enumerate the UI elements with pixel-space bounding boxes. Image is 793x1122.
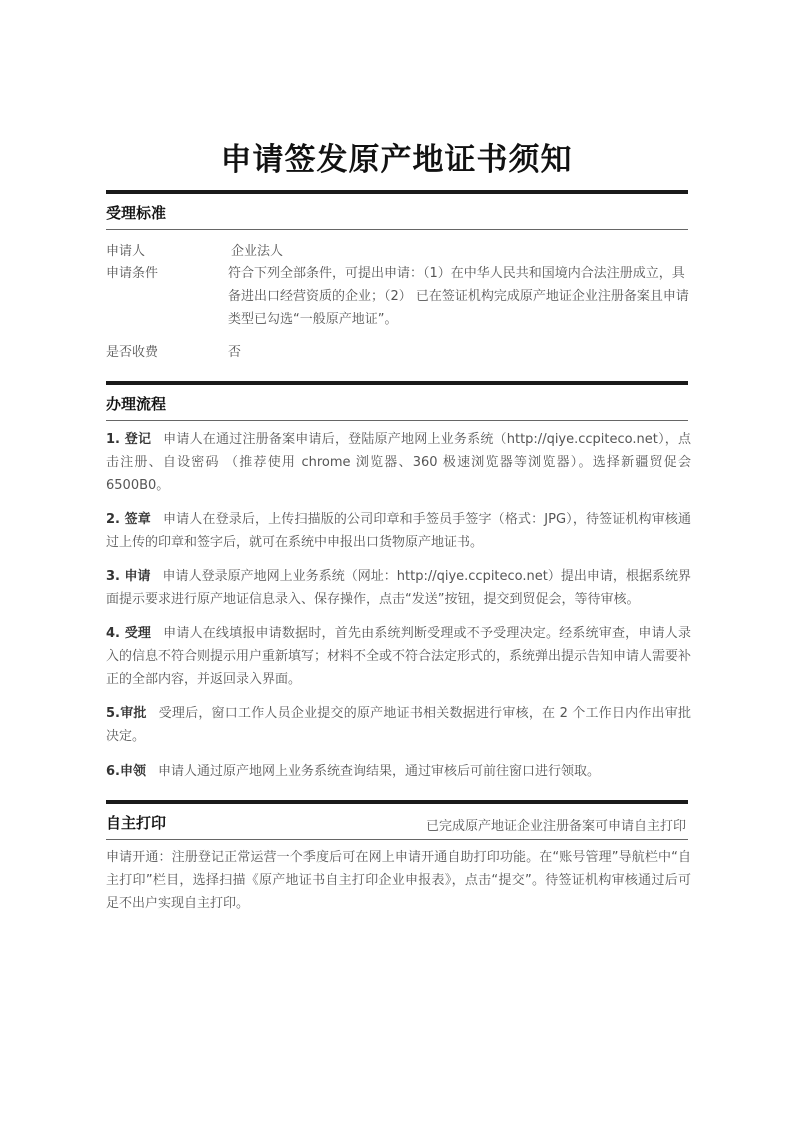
process-step: [106, 508, 691, 554]
step-label: 5.审批: [106, 706, 147, 721]
step-text: 申请人通过原产地网上业务系统查询结果，通过审核后可前往窗口进行领取。: [157, 764, 600, 779]
process-step: [106, 565, 691, 611]
section-heading: 受理标准: [106, 204, 167, 222]
section-note: 已完成原产地证企业注册备案可申请自主打印: [425, 819, 686, 834]
row-key: 申请人: [106, 244, 146, 259]
step-label: 4. 受理: [106, 626, 152, 641]
step-label: 1. 登记: [106, 432, 152, 447]
step-text: 受理后，窗口工作人员企业提交的原产地证书相关数据进行审核，在 2 个工作日内作出审批决定。: [106, 706, 692, 744]
page-title: 申请签发原产地证书须知: [220, 142, 573, 178]
row-key: 申请条件: [106, 266, 159, 281]
row-value: 企业法人: [231, 244, 284, 259]
step-label: 6.申领: [106, 764, 146, 779]
step-text: 申请人在登录后，上传扫描版的公司印章和手签员手签字（格式：JPG），待签证机构审核通过上传的印章和签字后，就可在系统中申报出口货物原产地证书。: [106, 512, 692, 550]
divider-thin: [106, 420, 688, 421]
section-heading: 办理流程: [106, 395, 167, 413]
process-step: [106, 428, 691, 497]
step-label: 2. 签章: [106, 512, 151, 527]
process-step: [106, 760, 691, 783]
divider-thin: [106, 229, 688, 230]
process-step: [106, 702, 691, 748]
process-step: [106, 622, 691, 691]
section-selfprint-header: [106, 800, 688, 840]
section-heading: 自主打印: [106, 814, 167, 832]
selfprint-text: 申请开通：注册登记正常运营一个季度后可在网上申请开通自助打印功能。在“账号管理”导航栏中“自主打印”栏目，选择扫描《原产地证书自主打印企业申报表》，点击“提交”。待签证机构审核通过后可足不出户实现自主打印。: [106, 850, 691, 911]
step-text: 申请人在通过注册备案申请后，登陆原产地网上业务系统（http://qiye.ccpiteco.net），点击注册、自设密码 （推荐使用 chrome 浏览器、360 极速浏览器等浏览器）。选择新疆贸促会 6500B0。: [106, 432, 691, 493]
section-criteria-header: [106, 190, 688, 230]
step-text: 申请人在线填报申请数据时，首先由系统判断受理或不予受理决定。经系统审查，申请人录入的信息不符合则提示用户重新填写；材料不全或不符合法定形式的，系统弹出提示告知申请人需要补正的全部内容，并返回录入界面。: [106, 626, 692, 687]
step-label: 3. 申请: [106, 569, 151, 584]
section-process-header: [106, 381, 688, 421]
step-text: 申请人登录原产地网上业务系统（网址：http://qiye.ccpiteco.net）提出申请，根据系统界面提示要求进行原产地证信息录入、保存操作，点击“发送”按钮，提交到贸促会，等待审核。: [106, 569, 691, 607]
row-key: 是否收费: [106, 345, 159, 360]
divider-thin: [106, 839, 688, 840]
row-value: 否: [228, 345, 242, 360]
row-value: 符合下列全部条件，可提出申请：（1）在中华人民共和国境内合法注册成立，具备进出口经营资质的企业；（2） 已在签证机构完成原产地证企业注册备案且申请类型已勾选“一般原产地证”。: [228, 266, 689, 327]
